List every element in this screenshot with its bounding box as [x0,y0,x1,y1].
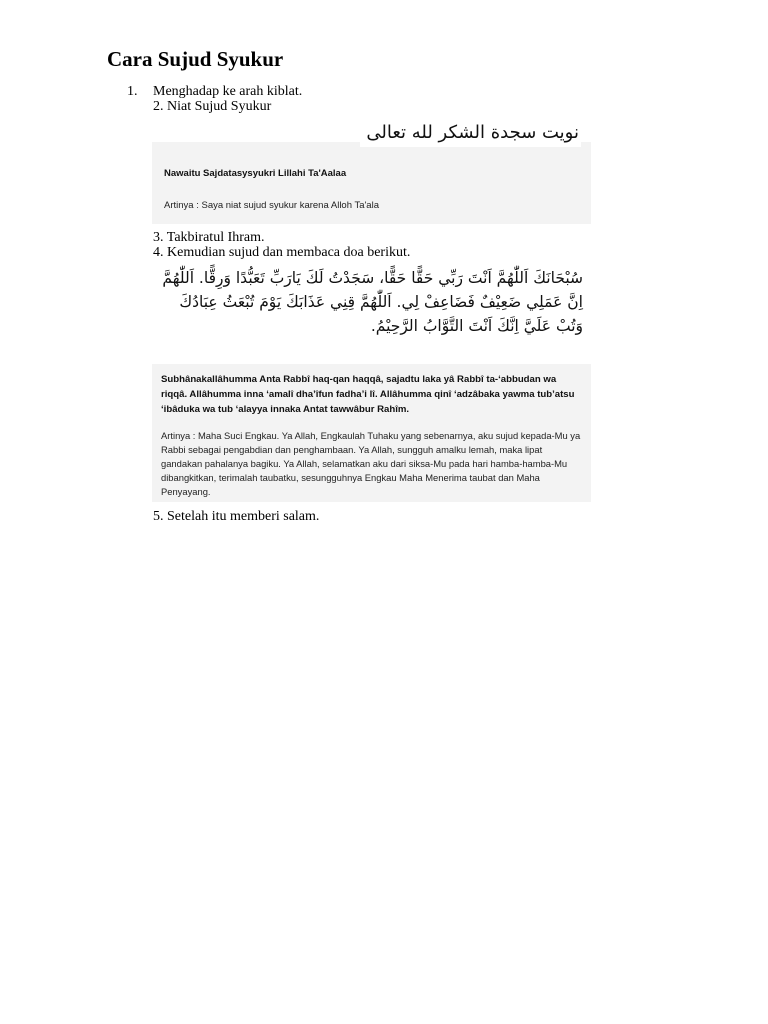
step-4: 4. Kemudian sujud dan membaca doa berikut. [153,245,411,260]
niat-latin-text: Nawaitu Sajdatasysyukri Lillahi Ta'Aalaa [164,168,347,179]
doa-image [152,264,591,502]
niat-translation: Artinya : Saya niat sujud syukur karena Alloh Ta'ala [164,200,379,211]
niat-arabic-text: نويت سجدة الشكر لله تعالى [360,122,581,147]
doa-arabic-text: سُبْحَانَكَ اَللّٰهُمَّ اَنْتَ رَبِّي حَقًّا حَقًّا، سَجَدْتُ لَكَ يَارَبِّ تَعَبُّدًا وَرِقًّا. اَللّٰهُمَّ اِنَّ عَمَلِي ضَعِيْفٌ فَضَاعِفْ لِي. اَللّٰهُمَّ قِنِي عَذَابَكَ يَوْمَ تُبْعَثُ عِبَادُكَ وَتُبْ عَلَيَّ اِنَّكَ اَنْتَ التَّوَّابُ الرَّحِيْمُ. [162,269,583,335]
step-1-number: 1. [127,84,138,99]
niat-image [152,120,591,224]
doa-translation: Artinya : Maha Suci Engkau. Ya Allah, Engkaulah Tuhaku yang sebenarnya, aku sujud kepada-Mu ya Rabbi sebagai pengabdian dan penghambaan. Ya Allah, sungguh amalku lemah, maka lipat gandakan pahalanya bagiku. Ya Allah, selamatkan aku dari siksa-Mu pada hari hamba-hamba-Mu dibangkitkan, terimalah taubatku, sesungguhnya Engkau Maha Menerima taubat dan Maha Penyayang. [161,430,581,497]
step-2: 2. Niat Sujud Syukur [153,99,272,114]
step-1-text: Menghadap ke arah kiblat. [153,84,303,99]
step-5: 5. Setelah itu memberi salam. [153,509,320,524]
step-1 [127,84,302,100]
doa-transliteration: Subhânakallâhumma Anta Rabbî haq-qan haqqâ, sajadtu laka yâ Rabbî ta-‘abbudan wa riqqâ. Allâhumma inna ‘amalî dha’îfun fadha’i lî. Allâhumma qinî ‘adzâbaka yawma tub’atsu ‘ibâduka wa tub ‘alayya innaka Antat tawwâbur Rahîm. [161,374,575,415]
step-3: 3. Takbiratul Ihram. [153,230,265,245]
page-title: Cara Sujud Syukur [107,47,284,71]
